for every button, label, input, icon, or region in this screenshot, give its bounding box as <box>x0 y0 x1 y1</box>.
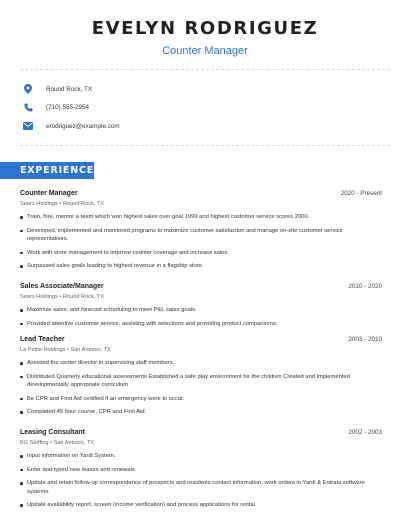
job-dates: 2010 - 2020 <box>348 283 382 290</box>
contact-email-row <box>20 120 120 132</box>
job-bullets <box>20 359 382 417</box>
job-entry <box>20 429 382 515</box>
job-company-location: Sears Holdings • Round Rock, TX <box>20 294 104 300</box>
job-header <box>20 283 382 293</box>
job-title: Leasing Consultant <box>20 429 85 436</box>
job-entry <box>20 190 382 276</box>
job-bullets <box>20 306 382 328</box>
job-bullet: Enter and typed new leases and renewals <box>20 466 382 475</box>
job-company-location: Sears Holdings • Round Rock, TX <box>20 201 104 207</box>
location-pin-icon <box>22 83 34 95</box>
job-entry <box>20 283 382 333</box>
job-bullet: Train, hire, mentor a team which won highest sales over goal 1999 and highest customer service scores 2000. <box>20 213 382 222</box>
job-header <box>20 336 382 346</box>
job-bullet: Surpassed sales goals leading to highest revenue in a flagship store. <box>20 262 382 271</box>
job-bullet: Developed, implemented and monitored programs to maximize customer satisfaction and manage on-site customer service representatives. <box>20 227 382 244</box>
job-bullet: Distributed Quarterly educational assessments Established a safe play environment for the children Created and implemented developmentally appropriate curriculum <box>20 373 382 390</box>
candidate-title: Counter Manager <box>162 45 248 57</box>
contact-phone-row <box>20 101 89 113</box>
candidate-name: EVELYN RODRIGUEZ <box>91 18 319 39</box>
job-bullets <box>20 213 382 271</box>
job-dates: 2002 - 2003 <box>348 429 382 436</box>
contact-location: Round Rock, TX <box>46 85 93 93</box>
experience-heading-label: EXPERIENCE <box>20 165 95 176</box>
job-title: Counter Manager <box>20 190 78 197</box>
job-bullet: Update availability report, screen (income verification) and process applications for rental. <box>20 501 382 510</box>
job-bullet: Work with store management to improve counter coverage and increase sales. <box>20 249 382 258</box>
email-icon <box>22 120 34 132</box>
contact-phone: (710) 555-2954 <box>46 103 90 111</box>
job-dates: 2003 - 2010 <box>348 336 382 343</box>
contact-location-row <box>20 83 92 95</box>
phone-icon <box>22 101 34 113</box>
job-bullet: Maximize sales, and forecast scheduling to meet P&L sales goals. <box>20 306 382 315</box>
job-title: Sales Associate/Manager <box>20 283 104 290</box>
contact-divider <box>20 145 390 146</box>
job-title: Lead Teacher <box>20 336 65 343</box>
job-bullet: Provided attentive customer service, assisting with selections and providing product comparisons. <box>20 320 382 329</box>
job-entry <box>20 336 382 422</box>
contact-email: erodriguez@example.com <box>46 122 120 130</box>
job-bullets <box>20 452 382 510</box>
experience-section-heading <box>0 162 94 179</box>
job-company-location: La Petite Holdings • San Antonio, TX <box>20 347 111 353</box>
job-bullet: Be CPR and First Aid certified if an emergency were to occur. <box>20 395 382 404</box>
resume-header <box>0 18 410 57</box>
job-header <box>20 429 382 439</box>
job-dates: 2020 - Present <box>340 190 382 197</box>
job-header <box>20 190 382 200</box>
header-divider <box>20 69 390 70</box>
job-bullet: Completed 45 hour course, CPR and First Aid. <box>20 408 382 417</box>
job-bullet: Input information on Yardi System. <box>20 452 382 461</box>
job-bullet: Update and retain follow-up correspondence of prospects and residents contact information, work orders in Yardi & Entrata software systems. <box>20 479 382 496</box>
job-company-location: BG Staffing • San Antonio, TX <box>20 440 94 446</box>
job-bullet: Assisted the center director in supervising staff members. <box>20 359 382 368</box>
